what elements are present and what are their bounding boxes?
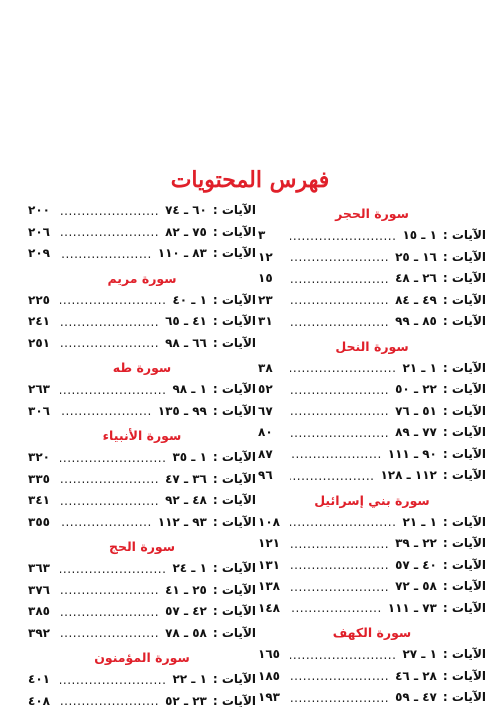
dot-leader <box>60 562 166 576</box>
page-number: ١٦٥ <box>258 644 288 666</box>
verse-range: ٨٥ ـ ٩٩ <box>395 311 437 333</box>
page-number: ١٥ <box>258 268 288 290</box>
verse-range: ٣٦ ـ ٤٧ <box>165 469 207 491</box>
toc-entry[interactable] <box>28 669 256 691</box>
verse-range: ١ ـ ٤٠ <box>172 290 206 312</box>
page-number: ١٩٣ <box>258 687 288 709</box>
verse-range: ٩٩ ـ ١٣٥ <box>158 401 207 423</box>
verse-range: ١ ـ ٢٤ <box>172 558 206 580</box>
dot-leader <box>60 605 159 619</box>
page-number: ١٢١ <box>258 533 288 555</box>
page-number: ١٨٥ <box>258 666 288 688</box>
page-number: ٣٥٥ <box>28 512 58 534</box>
dot-leader <box>290 315 389 329</box>
surah-heading: سورة النحل <box>258 333 486 358</box>
verse-range: ١١٢ ـ ١٢٨ <box>380 465 436 487</box>
verse-range: ١ ـ ٢١ <box>402 358 436 380</box>
toc-entry[interactable] <box>258 598 486 620</box>
dot-leader <box>60 583 159 597</box>
verses-label: الآيات : <box>213 580 256 602</box>
toc-column-right <box>258 200 486 709</box>
surah-heading: سورة الكهف <box>258 619 486 644</box>
page-number: ٣٤١ <box>28 490 58 512</box>
page-number: ٦٧ <box>258 401 288 423</box>
dot-leader <box>60 404 152 418</box>
toc-entry[interactable] <box>258 422 486 444</box>
dot-leader <box>290 447 382 461</box>
verses-label: الآيات : <box>443 225 486 247</box>
toc-entry[interactable] <box>28 243 256 265</box>
verses-label: الآيات : <box>443 666 486 688</box>
verses-label: الآيات : <box>443 358 486 380</box>
toc-entry[interactable] <box>258 687 486 709</box>
verse-range: ٧٣ ـ ١١١ <box>388 598 437 620</box>
page-number: ٣٠٦ <box>28 401 58 423</box>
page-number: ٣١ <box>258 311 288 333</box>
verses-label: الآيات : <box>443 444 486 466</box>
page-number: ٢٠٩ <box>28 243 58 265</box>
surah-heading: سورة مريم <box>28 265 256 290</box>
toc-entry[interactable] <box>258 247 486 269</box>
dot-leader <box>60 472 159 486</box>
verse-range: ٤٩ ـ ٨٤ <box>395 290 437 312</box>
surah-heading: سورة طه <box>28 354 256 379</box>
page-number: ١٠٨ <box>258 512 288 534</box>
verses-label: الآيات : <box>443 401 486 423</box>
verse-range: ٨٣ ـ ١١٠ <box>158 243 207 265</box>
verse-range: ١ ـ ١٥ <box>402 225 436 247</box>
verse-range: ٥١ ـ ٧٦ <box>395 401 437 423</box>
page-number: ٤٠١ <box>28 669 58 691</box>
verses-label: الآيات : <box>443 247 486 269</box>
surah-heading: سورة بني إسرائيل <box>258 487 486 512</box>
dot-leader <box>290 669 389 683</box>
dot-leader <box>60 673 166 687</box>
verses-label: الآيات : <box>213 243 256 265</box>
verse-range: ٤١ ـ ٦٥ <box>165 311 207 333</box>
dot-leader <box>60 515 152 529</box>
dot-leader <box>290 558 389 572</box>
toc-entry[interactable] <box>258 444 486 466</box>
verse-range: ٤٧ ـ ٥٩ <box>395 687 437 709</box>
toc-entry[interactable] <box>28 311 256 333</box>
verses-label: الآيات : <box>443 379 486 401</box>
toc-entry[interactable] <box>28 200 256 222</box>
verses-label: الآيات : <box>213 558 256 580</box>
verse-range: ١ ـ ٢٢ <box>172 669 206 691</box>
verses-label: الآيات : <box>213 311 256 333</box>
verses-label: الآيات : <box>443 512 486 534</box>
toc-entry[interactable] <box>28 401 256 423</box>
verse-range: ٢٣ ـ ٥٢ <box>165 691 207 712</box>
dot-leader <box>60 383 166 397</box>
page-number: ٢٤١ <box>28 311 58 333</box>
verses-label: الآيات : <box>213 512 256 534</box>
page-number: ٣٢٠ <box>28 447 58 469</box>
dot-leader <box>290 250 389 264</box>
toc-entry[interactable] <box>28 290 256 312</box>
verses-label: الآيات : <box>443 576 486 598</box>
toc-column-left <box>28 200 256 712</box>
page-number: ٣٩٢ <box>28 623 58 645</box>
page-number: ٨٠ <box>258 422 288 444</box>
dot-leader <box>60 494 159 508</box>
dot-leader <box>60 626 159 640</box>
verse-range: ٩٠ ـ ١١١ <box>388 444 437 466</box>
dot-leader <box>290 648 396 662</box>
toc-entry[interactable] <box>28 469 256 491</box>
toc-entry[interactable] <box>258 533 486 555</box>
verses-label: الآيات : <box>443 598 486 620</box>
verses-label: الآيات : <box>213 691 256 712</box>
verses-label: الآيات : <box>443 465 486 487</box>
verse-range: ١ ـ ٢١ <box>402 512 436 534</box>
toc-entry[interactable] <box>28 379 256 401</box>
page-number: ٢٥١ <box>28 333 58 355</box>
dot-leader <box>290 229 396 243</box>
verses-label: الآيات : <box>213 290 256 312</box>
verse-range: ١ ـ ٢٧ <box>402 644 436 666</box>
dot-leader <box>60 336 159 350</box>
verse-range: ٢٢ ـ ٥٠ <box>395 379 437 401</box>
verses-label: الآيات : <box>443 311 486 333</box>
page-number: ٣٦٣ <box>28 558 58 580</box>
dot-leader <box>290 537 389 551</box>
verses-label: الآيات : <box>213 333 256 355</box>
dot-leader <box>290 272 389 286</box>
toc-entry[interactable] <box>28 623 256 645</box>
toc-entry[interactable] <box>258 576 486 598</box>
toc-entry[interactable] <box>28 558 256 580</box>
verses-label: الآيات : <box>213 623 256 645</box>
dot-leader <box>60 293 166 307</box>
dot-leader <box>60 204 159 218</box>
page-number: ٤٠٨ <box>28 691 58 712</box>
verse-range: ٤٨ ـ ٩٢ <box>165 490 207 512</box>
toc-entry[interactable] <box>258 512 486 534</box>
toc-entry[interactable] <box>258 465 486 487</box>
dot-leader <box>290 361 396 375</box>
verse-range: ٤٠ ـ ٥٧ <box>395 555 437 577</box>
dot-leader <box>290 469 374 483</box>
verses-label: الآيات : <box>213 601 256 623</box>
toc-entry[interactable] <box>258 225 486 247</box>
verse-range: ٧٧ ـ ٨٩ <box>395 422 437 444</box>
dot-leader <box>60 315 159 329</box>
verses-label: الآيات : <box>443 533 486 555</box>
verses-label: الآيات : <box>213 669 256 691</box>
verses-label: الآيات : <box>213 379 256 401</box>
dot-leader <box>60 225 159 239</box>
toc-entry[interactable] <box>258 666 486 688</box>
toc-entry[interactable] <box>258 358 486 380</box>
verses-label: الآيات : <box>443 687 486 709</box>
page-number: ١٤٨ <box>258 598 288 620</box>
toc-entry[interactable] <box>258 268 486 290</box>
verse-range: ٢٨ ـ ٤٦ <box>395 666 437 688</box>
toc-entry[interactable] <box>258 644 486 666</box>
dot-leader <box>290 404 389 418</box>
verses-label: الآيات : <box>213 447 256 469</box>
toc-entry[interactable] <box>258 311 486 333</box>
page-number: ٢٣ <box>258 290 288 312</box>
toc-entry[interactable] <box>258 290 486 312</box>
page-number: ٣٣٥ <box>28 469 58 491</box>
verse-range: ٥٨ ـ ٧٨ <box>165 623 207 645</box>
verse-range: ٥٨ ـ ٧٢ <box>395 576 437 598</box>
dot-leader <box>60 451 166 465</box>
page-number: ٣٧٦ <box>28 580 58 602</box>
toc-entry[interactable] <box>28 222 256 244</box>
verses-label: الآيات : <box>443 644 486 666</box>
page-number: ١٣٨ <box>258 576 288 598</box>
dot-leader <box>60 247 152 261</box>
page-number: ٢٦٣ <box>28 379 58 401</box>
toc-entry[interactable] <box>258 401 486 423</box>
toc-entry[interactable] <box>28 601 256 623</box>
verse-range: ٢٥ ـ ٤١ <box>165 580 207 602</box>
toc-entry[interactable] <box>28 580 256 602</box>
surah-heading: سورة المؤمنون <box>28 644 256 669</box>
page-number: ٢٠٦ <box>28 222 58 244</box>
dot-leader <box>290 293 389 307</box>
page-number: ٣٨٥ <box>28 601 58 623</box>
page-number: ٥٢ <box>258 379 288 401</box>
page-number: ٩٦ <box>258 465 288 487</box>
verse-range: ٢٦ ـ ٤٨ <box>395 268 437 290</box>
verses-label: الآيات : <box>213 200 256 222</box>
verse-range: ٦٠ ـ ٧٤ <box>165 200 207 222</box>
toc-entry[interactable] <box>258 379 486 401</box>
dot-leader <box>290 515 396 529</box>
toc-entry[interactable] <box>28 512 256 534</box>
dot-leader <box>60 694 159 708</box>
page-number: ٢٠٠ <box>28 200 58 222</box>
toc-entry[interactable] <box>28 691 256 712</box>
verses-label: الآيات : <box>213 490 256 512</box>
verse-range: ٢٢ ـ ٣٩ <box>395 533 437 555</box>
toc-entry[interactable] <box>258 555 486 577</box>
surah-heading: سورة الحجر <box>258 200 486 225</box>
toc-entry[interactable] <box>28 447 256 469</box>
verse-range: ٧٥ ـ ٨٢ <box>165 222 207 244</box>
page-number: ٣ <box>258 225 288 247</box>
surah-heading: سورة الأنبياء <box>28 422 256 447</box>
page-number: ٢٢٥ <box>28 290 58 312</box>
dot-leader <box>290 383 389 397</box>
surah-heading: سورة الحج <box>28 533 256 558</box>
verses-label: الآيات : <box>443 268 486 290</box>
page-number: ٨٧ <box>258 444 288 466</box>
page-number: ٣٨ <box>258 358 288 380</box>
page-number: ١٢ <box>258 247 288 269</box>
toc-entry[interactable] <box>28 333 256 355</box>
dot-leader <box>290 691 389 705</box>
verses-label: الآيات : <box>213 401 256 423</box>
dot-leader <box>290 426 389 440</box>
verses-label: الآيات : <box>443 555 486 577</box>
verses-label: الآيات : <box>213 469 256 491</box>
dot-leader <box>290 580 389 594</box>
verses-label: الآيات : <box>213 222 256 244</box>
toc-entry[interactable] <box>28 490 256 512</box>
verse-range: ٤٢ ـ ٥٧ <box>165 601 207 623</box>
verse-range: ٦٦ ـ ٩٨ <box>165 333 207 355</box>
verses-label: الآيات : <box>443 290 486 312</box>
dot-leader <box>290 601 382 615</box>
verse-range: ١٦ ـ ٢٥ <box>395 247 437 269</box>
page-number: ١٣١ <box>258 555 288 577</box>
verse-range: ١ ـ ٩٨ <box>172 379 206 401</box>
verse-range: ٩٣ ـ ١١٢ <box>158 512 207 534</box>
page-title: فهرس المحتويات <box>0 167 500 193</box>
verses-label: الآيات : <box>443 422 486 444</box>
verse-range: ١ ـ ٣٥ <box>172 447 206 469</box>
